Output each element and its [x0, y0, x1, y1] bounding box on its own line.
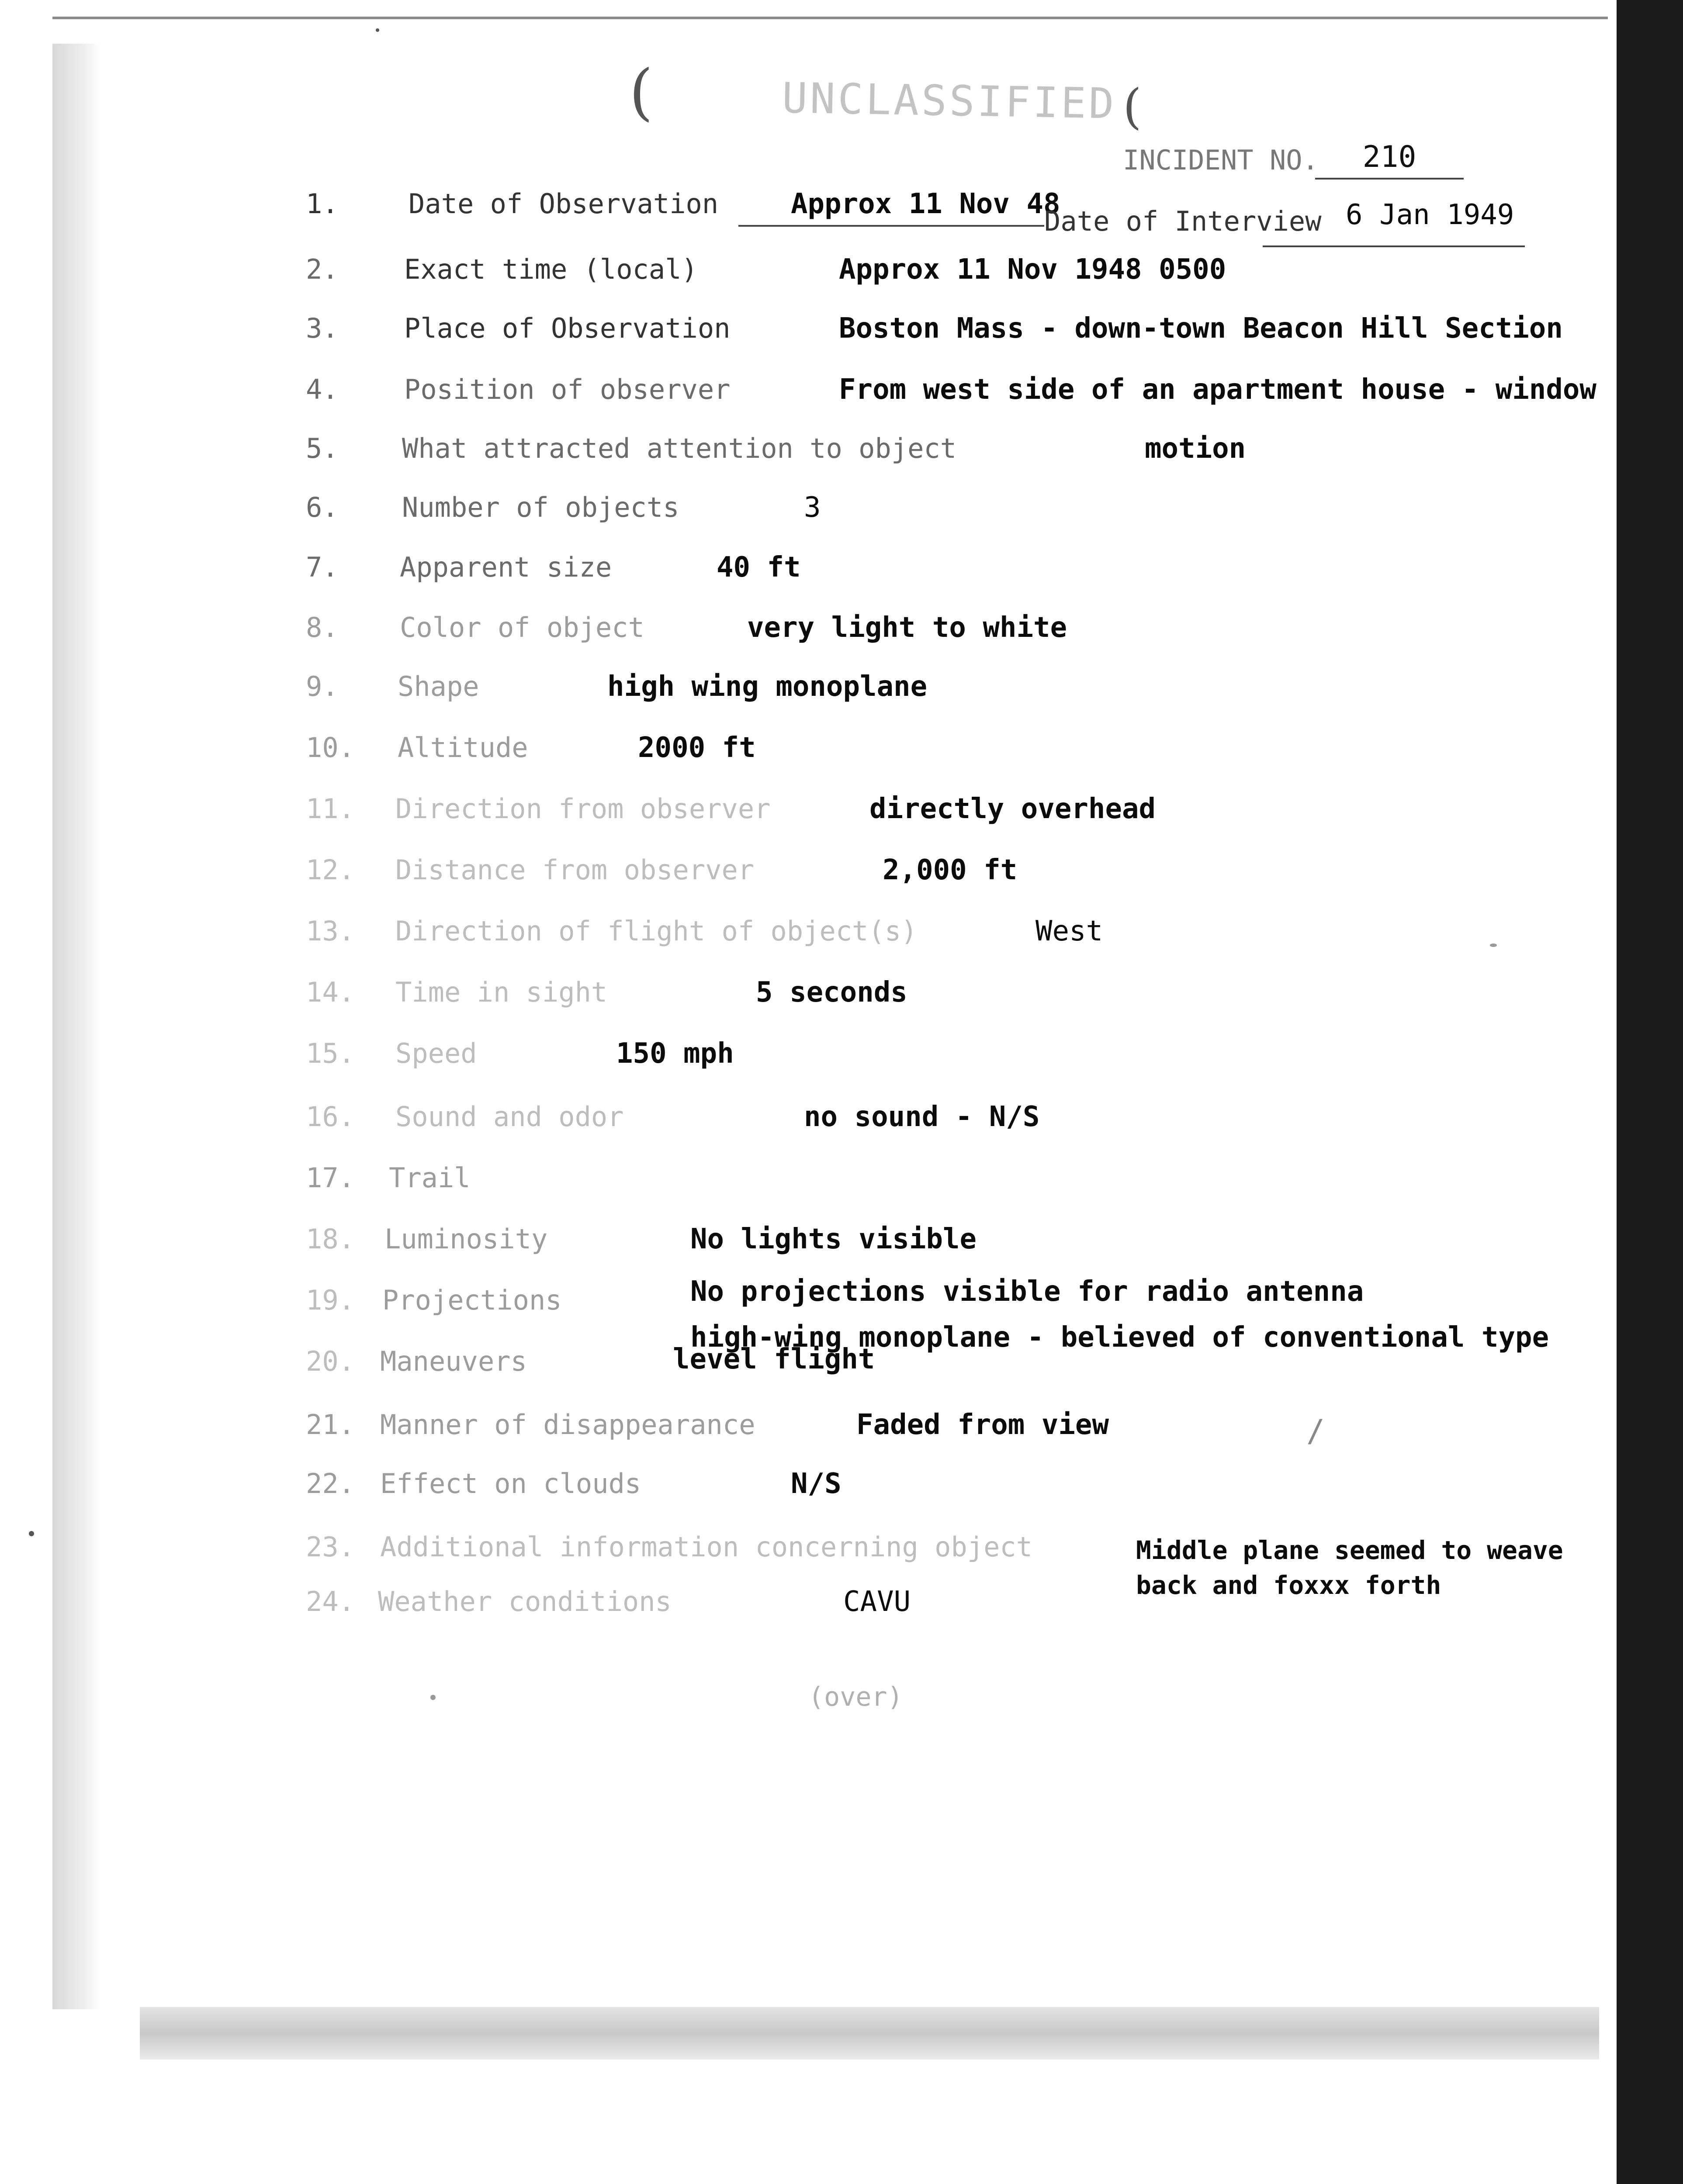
item-label: Place of Observation	[404, 312, 731, 344]
item-label: Direction from observer	[395, 793, 771, 825]
speck	[376, 28, 379, 32]
item-number: 24.	[306, 1586, 355, 1617]
item-number: 12.	[306, 854, 355, 886]
item-value: high wing monoplane	[607, 670, 928, 703]
interview-label: Date of Interview	[1044, 205, 1322, 237]
form-row-14	[0, 976, 1683, 1029]
item-value: level flight	[673, 1343, 875, 1375]
speck	[430, 1695, 436, 1700]
item-number: 7.	[306, 551, 339, 583]
pen-mark: /	[1306, 1413, 1325, 1449]
item-value: West	[1035, 915, 1103, 947]
item-value: CAVU	[843, 1586, 911, 1618]
item-number: 3.	[306, 312, 339, 344]
item-value: No lights visible	[690, 1223, 977, 1255]
item-number: 17.	[306, 1162, 355, 1194]
item-number: 16.	[306, 1101, 355, 1133]
item-label: Direction of flight of object(s)	[395, 915, 918, 947]
item-label: Altitude	[398, 732, 528, 764]
interview-date-value: 6 Jan 1949	[1346, 199, 1514, 231]
form-row-2	[0, 253, 1683, 306]
form-row-15	[0, 1037, 1683, 1090]
item-number: 23.	[306, 1531, 355, 1563]
classification-stamp: UNCLASSIFIED	[782, 73, 1117, 128]
item-number: 20.	[306, 1345, 355, 1377]
form-row-9	[0, 670, 1683, 723]
speck	[29, 1531, 34, 1536]
item-label: Speed	[395, 1037, 477, 1069]
item-number: 13.	[306, 915, 355, 947]
open-paren-mark: (	[629, 57, 653, 128]
form-row-18	[0, 1223, 1683, 1275]
item-label: Trail	[389, 1162, 471, 1194]
item-label: Shape	[398, 670, 479, 702]
item-number: 10.	[306, 732, 355, 764]
item-label: Apparent size	[400, 551, 612, 583]
form-row-20	[0, 1345, 1683, 1398]
item-label: Position of observer	[404, 373, 731, 405]
item-number: 6.	[306, 491, 339, 523]
form-row-12	[0, 854, 1683, 906]
item-number: 19.	[306, 1284, 355, 1316]
item-label: What attracted attention to object	[402, 432, 957, 464]
item-number: 5.	[306, 432, 339, 464]
item-value: From west side of an apartment house - window	[839, 373, 1596, 406]
item-number: 11.	[306, 793, 355, 825]
item-label: Number of objects	[402, 491, 679, 523]
item-value: 150 mph	[616, 1037, 734, 1070]
speck	[1490, 943, 1497, 947]
item-label: Date of Observation	[409, 188, 719, 220]
item-label: Effect on clouds	[380, 1468, 641, 1500]
form-row-7	[0, 551, 1683, 604]
item-value: No projections visible for radio antenna	[690, 1275, 1364, 1308]
form-row-5	[0, 432, 1683, 485]
item-value: very light to white	[747, 612, 1067, 644]
item-value: 2,000 ft	[883, 854, 1018, 886]
form-row-21	[0, 1409, 1683, 1461]
item-value: Faded from view	[856, 1409, 1109, 1441]
form-row-11	[0, 793, 1683, 845]
projections-continuation: high-wing monoplane - believed of conventional type	[690, 1321, 1549, 1354]
form-row-6	[0, 491, 1683, 544]
item-label: Manner of disappearance	[380, 1409, 755, 1441]
item-number: 4.	[306, 373, 339, 405]
item-value: N/S	[791, 1468, 842, 1500]
item-label: Weather conditions	[378, 1586, 672, 1617]
form-row-8	[0, 612, 1683, 664]
item-label: Luminosity	[384, 1223, 548, 1255]
date-observation-underline	[738, 225, 1044, 227]
item-value: 3	[804, 491, 821, 524]
item-value: Boston Mass - down-town Beacon Hill Section	[839, 312, 1563, 345]
item-value: Approx 11 Nov 1948 0500	[839, 253, 1226, 286]
item-label: Projections	[382, 1284, 562, 1316]
item-label: Sound and odor	[395, 1101, 624, 1133]
interview-underline	[1263, 245, 1525, 247]
form-row-10	[0, 732, 1683, 784]
item-label: Additional information concerning object	[380, 1531, 1033, 1563]
item-value: 40 ft	[717, 551, 801, 584]
item-label: Distance from observer	[395, 854, 755, 886]
item-number: 2.	[306, 253, 339, 285]
item-value: 5 seconds	[756, 976, 907, 1009]
item-number: 21.	[306, 1409, 355, 1441]
additional-info-continuation: back and foxxx forth	[1136, 1570, 1441, 1600]
open-paren-mark-right: (	[1123, 79, 1142, 135]
item-number: 9.	[306, 670, 339, 702]
item-value: directly overhead	[869, 793, 1156, 825]
item-value: no sound - N/S	[804, 1101, 1040, 1133]
item-number: 1.	[306, 188, 339, 220]
form-row-24	[0, 1586, 1683, 1638]
item-label: Exact time (local)	[404, 253, 698, 285]
incident-number: 210	[1315, 140, 1464, 180]
item-number: 8.	[306, 612, 339, 643]
incident-label: INCIDENT NO.	[1123, 144, 1319, 176]
item-label: Time in sight	[395, 976, 608, 1008]
form-row-16	[0, 1101, 1683, 1153]
item-number: 14.	[306, 976, 355, 1008]
item-label: Maneuvers	[380, 1345, 527, 1377]
item-label: Color of object	[400, 612, 644, 643]
item-value: motion	[1145, 432, 1246, 465]
item-number: 18.	[306, 1223, 355, 1255]
item-number: 15.	[306, 1037, 355, 1069]
form-row-4	[0, 373, 1683, 426]
form-row-22	[0, 1468, 1683, 1520]
form-row-17	[0, 1162, 1683, 1214]
over-note: (over)	[808, 1682, 903, 1712]
form-row-13	[0, 915, 1683, 968]
item-value: Approx 11 Nov 48	[791, 188, 1060, 220]
form-row-3	[0, 312, 1683, 365]
item-number: 22.	[306, 1468, 355, 1500]
item-value: 2000 ft	[638, 732, 756, 764]
item-value: Middle plane seemed to weave	[1136, 1535, 1563, 1565]
